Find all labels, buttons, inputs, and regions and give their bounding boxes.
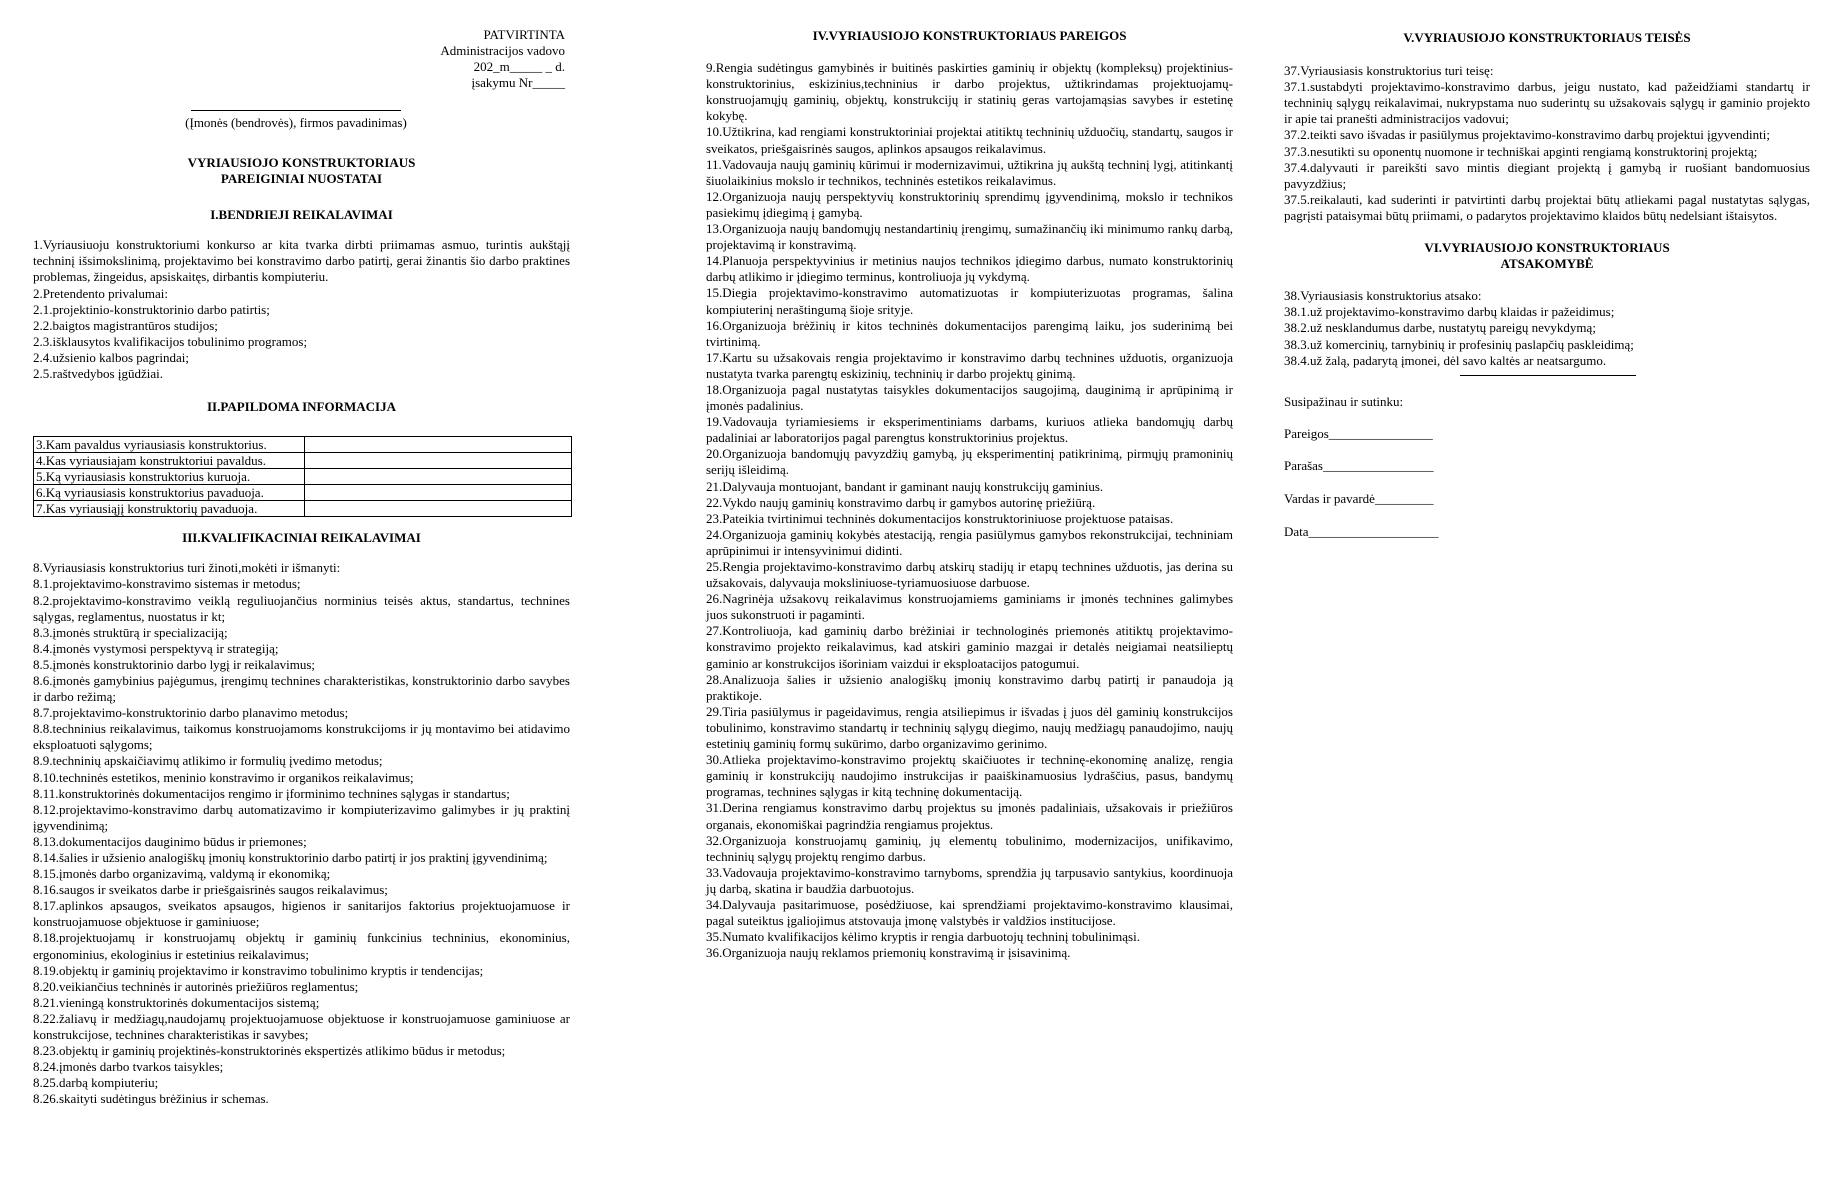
list-item: 36.Organizuoja naujų reklamos priemonių konstravimą ir įsisavinimą.	[706, 945, 1071, 961]
list-item: 27.Kontroliuoja, kad gaminių darbo brėžiniai ir technologinės priemonės atitiktų projektavimo-konstravimo projekto reikalavimus, kad atskiri gaminio mazgai ir detalės neigiamai neatsilieptų gaminio ar konstrukcijos išoriniam vaizdui ir eksploatacijos patogumui.	[706, 623, 1233, 671]
list-item: 8.22.žaliavų ir medžiagų,naudojamų projektuojamuose objektuose ir konstruojamuose gaminiuose ar konstrukcijose, technines charakteristikas ir savybes;	[33, 1010, 570, 1043]
list-item: 16.Organizuoja brėžinių ir kitos techninės dokumentacijos parengimą laiku, jos suderinimą bei tvirtinimą.	[706, 317, 1233, 349]
list-item: 8.13.dokumentacijos dauginimo būdus ir priemones;	[33, 833, 307, 849]
list-item: 38.Vyriausiasis konstruktorius atsako:	[1284, 288, 1482, 304]
list-item: 2.Pretendento privalumai:	[33, 285, 169, 301]
s1-list	[33, 286, 570, 383]
list-item: 2.3.išklausytos kvalifikacijos tobulinimo programos;	[33, 333, 308, 349]
signoff-field: Data____________________	[1284, 523, 1439, 539]
list-item: 24.Organizuoja gaminių kokybės atestaciją, rengia pasiūlymus gamybos rekonstrukcijai, techniniam aprūpinimui ir intensyvinimui didinti.	[706, 526, 1233, 558]
list-item: 21.Dalyvauja montuojant, bandant ir gaminant naujų konstrukcijų gaminius.	[706, 478, 1104, 494]
section-title-2: II.PAPILDOMA INFORMACIJA	[207, 399, 396, 415]
list-item: 8.15.įmonės darbo organizavimą, valdymą ir ekonomiką;	[33, 866, 331, 882]
list-item: 2.5.raštvedybos įgūdžiai.	[33, 366, 163, 382]
list-item: 8.1.projektavimo-konstravimo sistemas ir metodus;	[33, 576, 301, 592]
list-item: 38.3.už komercinių, tarnybinių ir profesinių paslapčių paskleidimą;	[1284, 336, 1634, 352]
approval-line: įsakymu Nr_____	[471, 75, 565, 91]
s5-list	[1284, 63, 1810, 224]
list-item: 8.24.įmonės darbo tvarkos taisykles;	[33, 1059, 224, 1075]
list-item: 8.17.aplinkos apsaugos, sveikatos apsaugos, higienos ir sanitarijos faktorius projektuojamuose ir konstruojamuose objektuose ir gaminiuose;	[33, 898, 570, 930]
section-title-6-line: ATSAKOMYBĖ	[1500, 256, 1594, 272]
table-cell-label: 3.Kam pavaldus vyriausiasis konstruktorius.	[34, 437, 305, 453]
list-item: 8.11.konstruktorinės dokumentacijos rengimo ir įforminimo technines sąlygas ir standartus;	[33, 785, 510, 801]
signoff-field: Vardas ir pavardė_________	[1284, 490, 1434, 506]
signoff-list	[1284, 426, 1810, 540]
list-item: 20.Organizuoja bandomųjų pavyzdžių gamybą, jų eksperimentinį patikrinimą, pirmųjų pramoninių serijų išleidimą.	[706, 446, 1233, 478]
list-item: 14.Planuoja perspektyvinius ir metinius naujos technikos įdiegimo darbus, numato konstruktorinių darbų atlikimo ir įdiegimo terminus, kontroliuoja jų vykdymą.	[706, 253, 1233, 285]
company-caption: (Įmonės (bendrovės), firmos pavadinimas)	[185, 115, 407, 130]
list-item: 30.Atlieka projektavimo-konstravimo projektų skaičiuotes ir techninę-ekonominę analizę, rengia gaminių ir konstrukcijų naudojimo instrukcijas ir paaiškinamuosius lydraščius, pasus, bandymų programas, technines sąlygas ir kitą techninę dokumentaciją.	[706, 752, 1233, 800]
list-item: 23.Pateikia tvirtinimui techninės dokumentacijos konstruktoriniuose projektuose pataisas.	[706, 510, 1174, 526]
list-item: 8.12.projektavimo-konstravimo darbų automatizavimo ir kompiuterizavimo galimybes ir jų praktinį įgyvendinimą;	[33, 801, 570, 833]
list-item: 8.16.saugos ir sveikatos darbe ir priešgaisrinės saugos reikalavimus;	[33, 882, 388, 898]
approval-line: PATVIRTINTA	[483, 27, 565, 42]
list-item: 38.4.už žalą, padarytą įmonei, dėl savo kaltės ar neatsargumo.	[1284, 352, 1607, 368]
list-item: 8.4.įmonės vystymosi perspektyvą ir strategiją;	[33, 640, 279, 656]
list-item: 11.Vadovauja naujų gaminių kūrimui ir modernizavimui, užtikrina jų aukštą techninį lygį, atitinkantį šiuolaikinius mokslo ir technikos, techninės estetikos reikalavimus.	[706, 156, 1233, 188]
list-item: 22.Vykdo naujų gaminių konstravimo darbų ir gamybos autorinę priežiūrą.	[706, 494, 1096, 510]
list-item: 38.2.už nesklandumus darbe, nustatytų pareigų nevykdymą;	[1284, 320, 1596, 336]
list-item: 8.14.šalies ir užsienio analogiškų įmonių konstruktorinio darbo patirtį ir jos praktinį įgyvendinimą;	[33, 850, 548, 865]
list-item: 8.Vyriausiasis konstruktorius turi žinoti,mokėti ir išmanyti:	[33, 560, 341, 576]
signoff-intro: Susipažinau ir sutinku:	[1284, 393, 1404, 409]
list-item: 8.20.veikiančius techninės ir autorinės priežiūros reglamentus;	[33, 978, 359, 994]
list-item: 37.2.teikti savo išvadas ir pasiūlymus projektavimo-konstravimo darbų projektui įgyvendinti;	[1284, 127, 1770, 143]
doc-title	[33, 155, 570, 187]
approval-block	[410, 27, 565, 91]
list-item: 32.Organizuoja konstruojamų gaminių, jų elementų tobulinimo, modernizacijos, unifikavimo, techninių sąlygų projektų rengimo darbus.	[706, 832, 1233, 864]
list-item: 34.Dalyvauja pasitarimuose, posėdžiuose, kai sprendžiami projektavimo-konstravimo klausimai, pagal suteiktus įgaliojimus atstovauja įmonę valstybės ir valdžios institucijose.	[706, 896, 1233, 929]
table-row	[34, 485, 572, 501]
table-row	[34, 501, 572, 517]
list-item: 2.4.užsienio kalbos pagrindai;	[33, 349, 189, 365]
separator-line	[1460, 375, 1636, 376]
section-title-4: IV.VYRIAUSIOJO KONSTRUKTORIAUS PAREIGOS	[812, 28, 1127, 43]
column-3	[1284, 30, 1810, 556]
list-item: 29.Tiria pasiūlymus ir pageidavimus, rengia atsiliepimus ir išvadas į juos dėl gaminių konstrukcijos tobulinimo, konstravimo standartų ir techninių sąlygų diegimo, naujų medžiagų panaudojimo, naujų estetinių gaminių formų sukūrimo, darbo organizavimo gerinimo.	[706, 703, 1233, 752]
table-cell-value	[305, 453, 572, 469]
list-item: 8.2.projektavimo-konstravimo veiklą reguliuojančius norminius teisės aktus, standartus, technines sąlygas, reglamentus, nuostatus ir kt;	[33, 592, 570, 624]
section-title-6-line: VI.VYRIAUSIOJO KONSTRUKTORIAUS	[1424, 240, 1670, 256]
table-cell-value	[305, 501, 572, 517]
table-cell-value	[305, 437, 572, 453]
company-name-field	[176, 110, 416, 131]
list-item: 37.3.nesutikti su oponentų nuomone ir techniškai apginti rengiamą konstruktorinį projektą;	[1284, 143, 1758, 159]
list-item: 25.Rengia projektavimo-konstravimo darbų atskirų stadijų ir etapų technines užduotis, jas derina su užsakovais, dalyvauja moksliniuose-tyriamuosiuose darbuose.	[706, 559, 1233, 591]
s6-list	[1284, 288, 1810, 368]
s4-list	[706, 60, 1233, 961]
list-item: 8.5.įmonės konstruktorinio darbo lygį ir reikalavimus;	[33, 656, 315, 672]
company-name-underline	[191, 110, 401, 111]
list-item: 37.4.dalyvauti ir pareikšti savo mintis diegiant projektą į gamybą ir ruošiant bandomuosius pavyzdžius;	[1284, 159, 1810, 191]
list-item: 33.Vadovauja projektavimo-konstravimo tarnyboms, sprendžia jų tarpusavio santykius, koordinuoja jų darbą, skatina ir baudžia darbuotojus.	[706, 864, 1233, 896]
list-item: 37.1.sustabdyti projektavimo-konstravimo darbus, jeigu nustato, kad pažeidžiami standartų ir techninių sąlygų reikalavimai, nukrypstama nuo suderintų su užsakovais sąlygų ir gaminio projekto ir apie tai pranešti administracijos vadovui;	[1284, 79, 1810, 127]
list-item: 10.Užtikrina, kad rengiami konstruktoriniai projektai atitiktų techninių užduočių, standartų, saugos ir sveikatos, priešgaisrinės saugos, aplinkos apsaugos reikalavimus.	[706, 124, 1233, 156]
table-cell-label: 6.Ką vyriausiasis konstruktorius pavaduoja.	[34, 485, 305, 501]
list-item: 2.2.baigtos magistrantūros studijos;	[33, 317, 218, 333]
table-cell-label: 7.Kas vyriausiąjį konstruktorių pavaduoja.	[34, 501, 305, 517]
list-item: 19.Vadovauja tyriamiesiems ir eksperimentiniams darbams, kuriuos atlieka bandomųjų darbų padaliniai ar laboratorijos pagal parengtus konstruktorinius projektus.	[706, 414, 1233, 446]
table-cell-value	[305, 469, 572, 485]
table-row	[34, 453, 572, 469]
list-item: 8.19.objektų ir gaminių projektavimo ir konstravimo tobulinimo kryptis ir tendencijas;	[33, 962, 484, 978]
list-item: 2.1.projektinio-konstruktorinio darbo patirtis;	[33, 301, 270, 317]
list-item: 9.Rengia sudėtingus gamybinės ir buitinės paskirties gaminių ir objektų (kompleksų) projektinius-konstruktorinius, eskizinius,techninius ir darbo projektus, užtikrindamas projektuojamų-konstruojamųjų gaminių, objektų, konstrukcijų ir statinių geras vartojamąsias savybes ir estetinę kokybę.	[706, 60, 1233, 124]
list-item: 28.Analizuoja šalies ir užsienio analogiškų įmonių konstravimo darbų patirtį ir panaudoja ją praktikoje.	[706, 671, 1233, 703]
s1-intro: 1.Vyriausiuoju konstruktoriumi konkurso ar kita tvarka dirbti priimamas asmuo, turintis aukštąjį techninį išsimokslinimą, projektavimo bei konstravimo darbo patirtį, gerai žinantis šio darbo praktines problemas, žingeidus, apsiskaitęs, dirbantis kompiuteriu.	[33, 237, 570, 285]
list-item: 13.Organizuoja naujų bandomųjų nestandartinių įrengimų, sumažinančių iki minimumo rankų darbą, projektavimą ir konstravimą.	[706, 221, 1233, 253]
list-item: 8.6.įmonės gamybinius pajėgumus, įrengimų technines charakteristikas, konstruktorinio darbo savybes ir darbo režimą;	[33, 672, 570, 705]
list-item: 31.Derina rengiamus konstravimo darbų projektus su įmonės padaliniais, užsakovais ir priežiūros organais, ekonomiškai pagrindžia rengiamus projektus.	[706, 800, 1233, 832]
signoff-field: Parašas_________________	[1284, 458, 1434, 474]
list-item: 8.9.techninių apskaičiavimų atlikimo ir formulių įvedimo metodus;	[33, 753, 383, 769]
approval-line: Administracijos vadovo	[440, 43, 565, 59]
section-title-6	[1284, 240, 1810, 272]
table-cell-label: 4.Kas vyriausiajam konstruktoriui pavaldus.	[34, 453, 305, 469]
list-item: 35.Numato kvalifikacijos kėlimo kryptis ir rengia darbuotojų techninį tobulinimąsi.	[706, 929, 1140, 945]
doc-title-line: PAREIGINIAI NUOSTATAI	[220, 171, 383, 187]
column-1	[33, 155, 570, 1108]
list-item: 8.21.vieningą konstruktorinės dokumentacijos sistemą;	[33, 994, 320, 1010]
list-item: 8.10.techninės estetikos, meninio konstravimo ir organikos reikalavimus;	[33, 769, 414, 785]
list-item: 17.Kartu su užsakovais rengia projektavimo ir konstravimo darbų technines užduotis, organizuoja nustatyta tvarka parengtų eskizinių, techninių ir darbo projektų ginimą.	[706, 349, 1233, 381]
column-2	[706, 28, 1233, 961]
list-item: 15.Diegia projektavimo-konstravimo automatizuotas ir kompiuterizuotas programas, šalina kompiuterinį neraštingumą šioje srityje.	[706, 285, 1233, 317]
doc-title-line: VYRIAUSIOJO KONSTRUKTORIAUS	[187, 155, 416, 170]
list-item: 8.23.objektų ir gaminių projektinės-konstruktorinės ekspertizės atlikimo būdus ir metodus;	[33, 1043, 506, 1059]
s3-list	[33, 560, 570, 1107]
info-table	[33, 436, 572, 517]
approval-line: 202_m_____ _ d.	[473, 59, 565, 75]
list-item: 8.3.įmonės struktūrą ir specializaciją;	[33, 624, 228, 640]
list-item: 38.1.už projektavimo-konstravimo darbų klaidas ir pažeidimus;	[1284, 304, 1615, 320]
list-item: 8.8.techninius reikalavimus, taikomus konstruojamoms konstrukcijoms ir jų montavimo bei atidavimo eksploatuoti sąlygoms;	[33, 721, 570, 753]
signoff-field: Pareigos________________	[1284, 425, 1433, 441]
table-cell-value	[305, 485, 572, 501]
section-title-1: I.BENDRIEJI REIKALAVIMAI	[210, 207, 393, 223]
list-item: 12.Organizuoja naujų perspektyvių konstruktorinių sprendimų įgyvendinimą, mokslo ir technikos pasiekimų įdiegimą į gamybą.	[706, 188, 1233, 220]
list-item: 8.26.skaityti sudėtingus brėžinius ir schemas.	[33, 1091, 269, 1107]
section-title-3: III.KVALIFIKACINIAI REIKALAVIMAI	[182, 530, 421, 546]
list-item: 8.7.projektavimo-konstruktorinio darbo planavimo metodus;	[33, 705, 349, 721]
list-item: 37.Vyriausiasis konstruktorius turi teisę:	[1284, 63, 1494, 79]
table-row	[34, 437, 572, 453]
section-title-5: V.VYRIAUSIOJO KONSTRUKTORIAUS TEISĖS	[1403, 30, 1691, 45]
table-row	[34, 469, 572, 485]
list-item: 37.5.reikalauti, kad suderinti ir patvirtinti darbų projektai būtų atliekami pagal nustatytas sąlygas, pagrįsti pataisymai būtų priimami, o padarytos projektavimo klaidos būtų nedelsiant ištaisytos.	[1284, 191, 1810, 223]
list-item: 8.18.projektuojamų ir konstruojamų objektų ir gaminių funkcinius techninius, ekonominius, ergonominius, ekologinius ir estetinius reikalavimus;	[33, 930, 570, 962]
list-item: 26.Nagrinėja užsakovų reikalavimus konstruojamiems gaminiams ir įmonės technines galimybes juos sukonstruoti ir pagaminti.	[706, 591, 1233, 623]
table-cell-label: 5.Ką vyriausiasis konstruktorius kuruoja.	[34, 469, 305, 485]
list-item: 8.25.darbą kompiuteriu;	[33, 1075, 159, 1091]
list-item: 18.Organizuoja pagal nustatytas taisykles dokumentacijos saugojimą, dauginimą ir aprūpinimą ir įmonės padalinius.	[706, 381, 1233, 414]
